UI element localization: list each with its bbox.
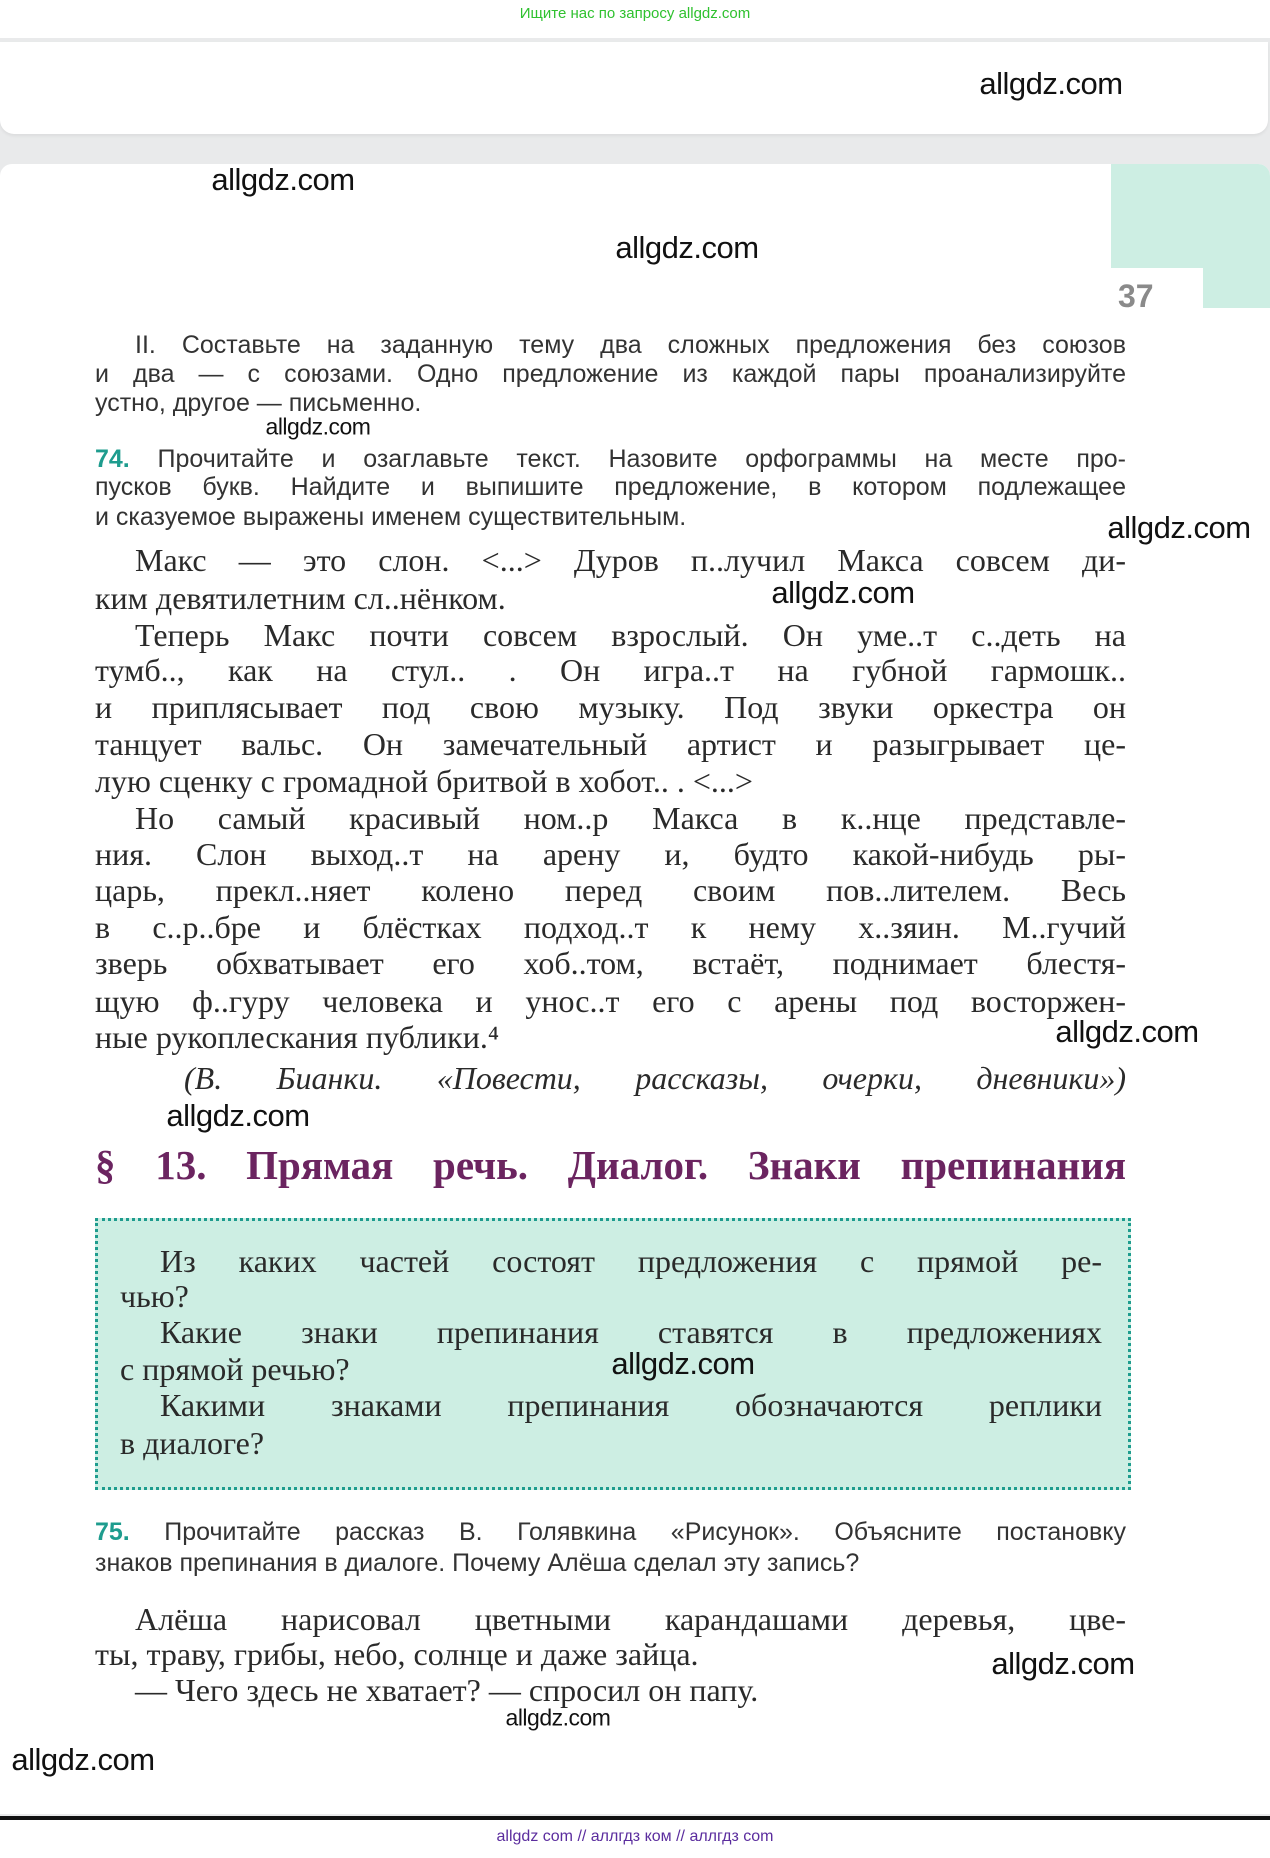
- exercise-number: 74.: [95, 445, 130, 473]
- page-number: 37: [1118, 278, 1154, 314]
- search-banner[interactable]: Ищите нас по запросу allgdz.com: [519, 5, 751, 22]
- watermark-text: allgdz.com: [979, 66, 1123, 101]
- footer-links[interactable]: allgdz com // аллгдз ком // аллгдз com: [496, 1828, 774, 1845]
- ex74-text-line: танцует вальс. Он замечательный артист и разыгрывает це-: [95, 726, 1126, 762]
- ex74-text-line: Макс — это слон. <...> Дуров п..лучил Макса совсем ди-: [135, 542, 1126, 578]
- ex74-text-line: в с..р..бре и блёстках подход..т к нему х..зяин. М..гучий: [95, 909, 1126, 945]
- ex74-text-line: ные рукоплескания публики.⁴: [95, 1019, 499, 1055]
- ex74-text-line: царь, прекл..няет колено перед своим пов..лителем. Весь: [95, 872, 1126, 908]
- question-line: Какие знаки препинания ставятся в предложениях: [160, 1314, 1102, 1350]
- task-ii-line: и два — с союзами. Одно предложение из каждой пары проанализируйте: [95, 360, 1126, 388]
- ex75-text-line: Алёша нарисовал цветными карандашами деревья, цве-: [135, 1601, 1126, 1637]
- ex74-task-line: пусков букв. Найдите и выпишите предложение, в котором подлежащее: [95, 473, 1126, 501]
- watermark-text: allgdz.com: [771, 575, 915, 610]
- ex75-task-line: [95, 1517, 1126, 1547]
- watermark-text: allgdz.com: [11, 1742, 155, 1777]
- watermark-text: allgdz.com: [1107, 510, 1251, 545]
- question-line: в диалоге?: [120, 1425, 265, 1461]
- page-corner-decoration: [1111, 164, 1270, 268]
- question-line: с прямой речью?: [120, 1351, 350, 1387]
- watermark-text: allgdz.com: [166, 1098, 310, 1133]
- watermark-text: allgdz.com: [505, 1704, 611, 1731]
- page-corner-decoration-tab: [1203, 268, 1270, 308]
- watermark-text: allgdz.com: [211, 162, 355, 197]
- exercise-number: 75.: [95, 1518, 130, 1546]
- ex74-text-line: тумб.., как на стул.. . Он игра..т на губной гармошк..: [95, 652, 1126, 688]
- ex74-task-line: и сказуемое выражены именем существительным.: [95, 503, 687, 531]
- ex75-task-line: знаков препинания в диалоге. Почему Алёша сделал эту запись?: [95, 1549, 860, 1577]
- question-line: Из каких частей состоят предложения с прямой ре-: [160, 1243, 1102, 1279]
- ex74-text-line: лую сценку с громадной бритвой в хобот.. . <...>: [95, 763, 753, 799]
- ex74-text-line: ния. Слон выход..т на арену и, будто какой-нибудь ры-: [95, 836, 1126, 872]
- watermark-text: allgdz.com: [1055, 1014, 1199, 1049]
- task-ii-line: устно, другое — письменно.: [95, 389, 422, 417]
- watermark-text: allgdz.com: [615, 230, 759, 265]
- watermark-text: allgdz.com: [265, 413, 371, 440]
- ex74-text-line: и приплясывает под свою музыку. Под звуки оркестра он: [95, 689, 1126, 725]
- ex74-text-line: зверь обхватывает его хоб..том, встаёт, поднимает блестя-: [95, 945, 1126, 981]
- watermark-text: allgdz.com: [611, 1346, 755, 1381]
- ex74-text-line: ким девятилетним сл..нёнком.: [95, 580, 506, 616]
- question-line: чью?: [120, 1278, 189, 1314]
- ex75-text-line: — Чего здесь не хватает? — спросил он папу.: [135, 1672, 759, 1708]
- ex74-text-line: щую ф..гуру человека и унос..т его с арены под восторжен-: [95, 983, 1126, 1019]
- ex74-text-line: Теперь Макс почти совсем взрослый. Он уме..т с..деть на: [135, 617, 1126, 653]
- task-ii-line: II. Составьте на заданную тему два сложных предложения без союзов: [135, 331, 1126, 359]
- section-heading: § 13. Прямая речь. Диалог. Знаки препинания: [95, 1142, 1126, 1188]
- exercise-task-text: Прочитайте рассказ В. Голявкина «Рисунок». Объясните постановку: [164, 1518, 1126, 1546]
- question-line: Какими знаками препинания обозначаются реплики: [160, 1387, 1102, 1423]
- ex74-attribution: (В. Бианки. «Повести, рассказы, очерки, дневники»): [184, 1060, 1126, 1096]
- ex74-task-line: [95, 444, 1126, 474]
- exercise-task-text: Прочитайте и озаглавьте текст. Назовите орфограммы на месте про-: [157, 445, 1126, 473]
- watermark-text: allgdz.com: [991, 1646, 1135, 1681]
- ex74-text-line: Но самый красивый ном..р Макса в к..нце представле-: [135, 800, 1126, 836]
- ex75-text-line: ты, траву, грибы, небо, солнце и даже зайца.: [95, 1636, 699, 1672]
